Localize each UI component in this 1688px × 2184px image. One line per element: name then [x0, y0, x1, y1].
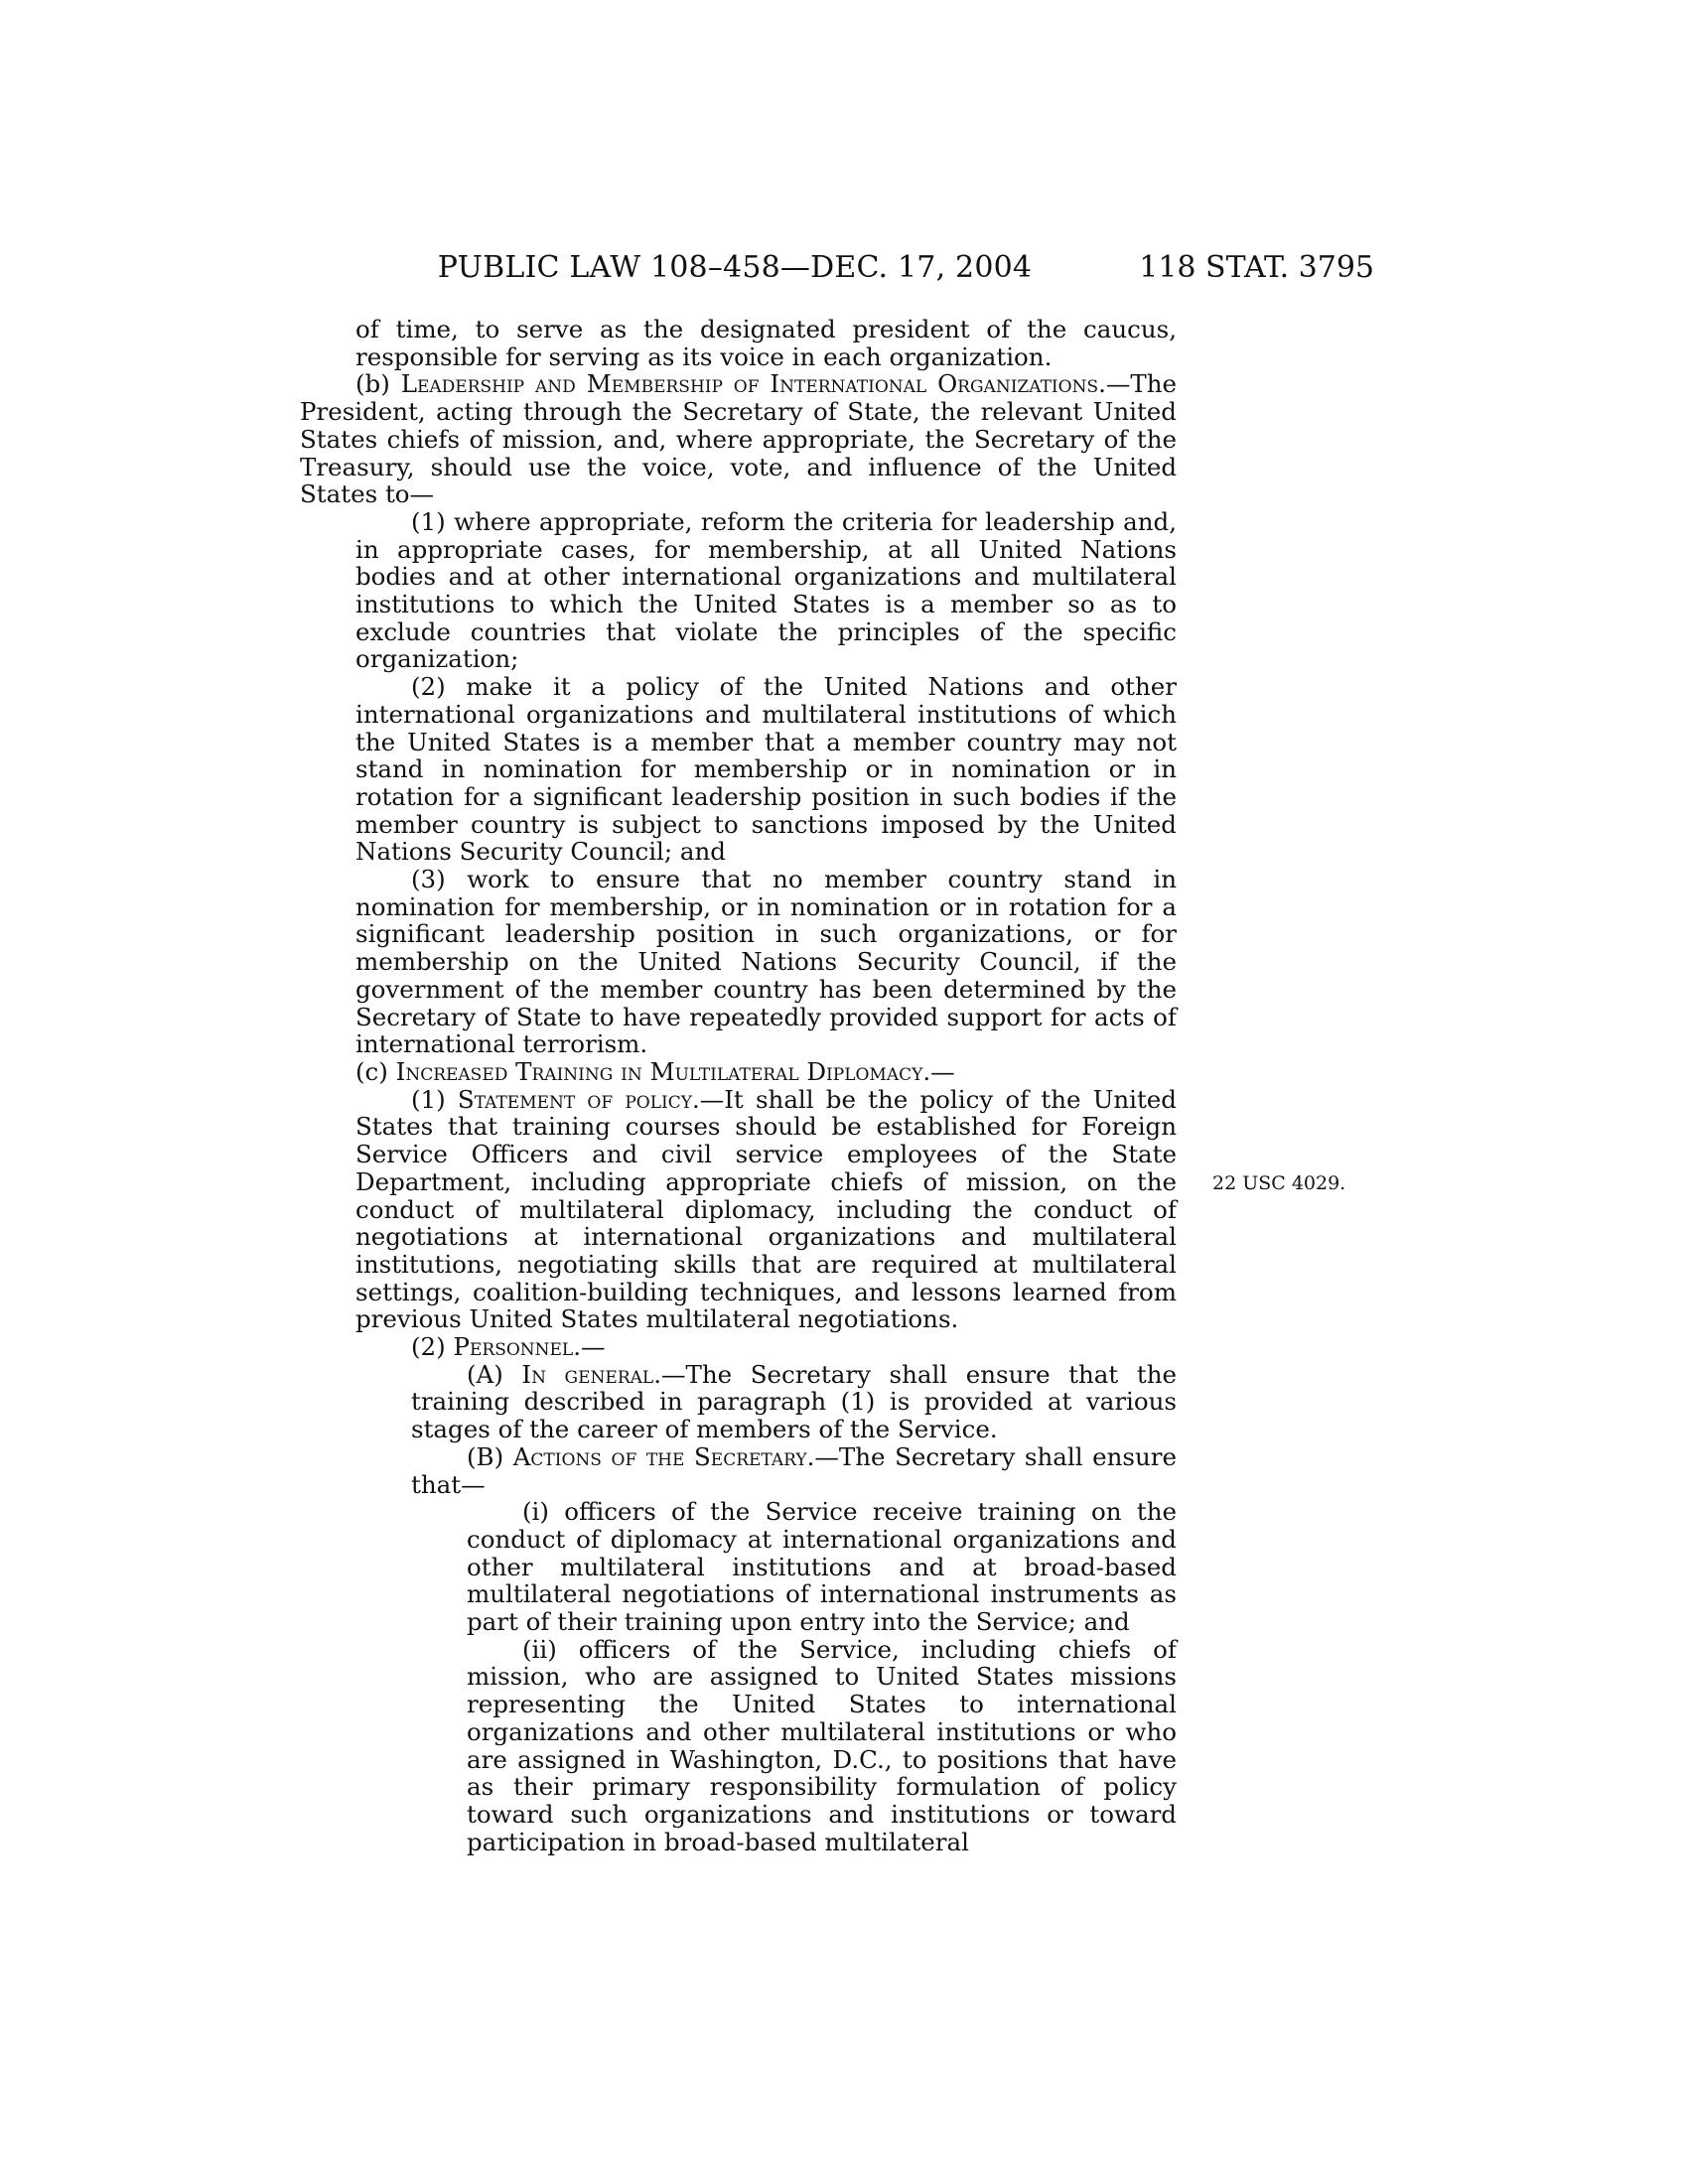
public-law-title: PUBLIC LAW 108–458—DEC. 17, 2004 — [437, 250, 1033, 285]
usc-margin-note: 22 USC 4029. — [1212, 1172, 1346, 1194]
page-header — [0, 250, 1688, 290]
section-b-text: —The President, acting through the Secretary of State, the relevant United States chiefs of mission, and, where appropriate, the Secretary of the Treasury, should use the voice, vote, and influence of the United States to— — [300, 369, 1178, 509]
section-c-2-A-heading: In general. — [521, 1359, 661, 1389]
section-c-2-A-number: (A) — [467, 1359, 522, 1389]
section-c-2 — [300, 1333, 1177, 1361]
continued-paragraph: of time, to serve as the designated president of the caucus, responsible for serving as its voice in each organization. — [355, 315, 1177, 371]
section-c-2-B-number: (B) — [467, 1441, 513, 1471]
section-c-2-B-ii: (ii) officers of the Service, including chiefs of mission, who are assigned to United States missions representing the United States to international organizations and other multilateral institutions or who are assigned in Washington, D.C., to positions that have as their primary responsibility formulation of policy toward such organizations and institutions or toward participation in broad-based multilateral — [467, 1634, 1177, 1856]
section-c-1 — [300, 1086, 1177, 1333]
document-body — [300, 316, 1177, 1855]
section-c-1-heading: Statement of policy. — [457, 1084, 700, 1114]
section-c-2-heading: Personnel. — [453, 1332, 582, 1362]
section-c-1-text: —It shall be the policy of the United States that training courses should be established for Foreign Service Officers and civil service employees of the State Department, including appropriate chiefs of mission, on the conduct of multilateral diplomacy, including the conduct of negotiations at international organizations and multilateral institutions, negotiating skills that are required at multilateral settings, coalition-building techniques, and lessons learned from previous United States multilateral negotiations. — [355, 1084, 1177, 1334]
section-b-2: (2) make it a policy of the United Nations and other international organizations and multilateral institutions of which the United States is a member that a member country may not stand in nomination for membership or in nomination or in rotation for a significant leadership position in such bodies if the member country is subject to sanctions imposed by the United Nations Security Council; and — [355, 672, 1177, 867]
section-b-number: (b) — [355, 369, 401, 399]
section-c — [300, 1058, 1177, 1086]
section-c-heading: Increased Training in Multilateral Diplomacy. — [395, 1056, 931, 1086]
section-c-2-A — [300, 1361, 1177, 1443]
section-c-2-A-text: —The Secretary shall ensure that the training described in paragraph (1) is provided at various stages of the career of members of the Service. — [411, 1359, 1177, 1444]
section-c-2-B-i: (i) officers of the Service receive training on the conduct of diplomacy at international organizations and other multilateral institutions and at broad-based multilateral negotiations of international instruments as part of their training upon entry into the Service; and — [467, 1497, 1177, 1637]
section-c-1-number: (1) — [411, 1084, 458, 1114]
section-b-3: (3) work to ensure that no member country stand in nomination for membership, or in nomination or in rotation for a significant leadership position in such organizations, or for membership on the United Nations Security Council, if the government of the member country has been determined by the Secretary of State to have repeatedly provided support for acts of international terrorism. — [355, 865, 1177, 1059]
section-c-dash: — — [930, 1056, 955, 1086]
section-c-2-dash: — — [581, 1332, 606, 1362]
section-b-1: (1) where appropriate, reform the criteria for leadership and, in appropriate cases, for membership, at all United Nations bodies and at other international organizations and multilateral institutions to which the United States is a member so as to exclude countries that violate the principles of the specific organization; — [355, 506, 1177, 674]
section-b-heading: Leadership and Membership of International Organizations. — [400, 369, 1106, 399]
stat-page-number: 118 STAT. 3795 — [1139, 250, 1374, 285]
section-c-2-number: (2) — [411, 1332, 454, 1362]
section-b — [300, 370, 1177, 508]
section-c-2-B-text: —The Secretary shall ensure that— — [411, 1441, 1177, 1499]
section-c-2-B-heading: Actions of the Secretary. — [512, 1441, 815, 1471]
section-c-2-B — [300, 1443, 1177, 1498]
section-c-number: (c) — [355, 1056, 396, 1086]
